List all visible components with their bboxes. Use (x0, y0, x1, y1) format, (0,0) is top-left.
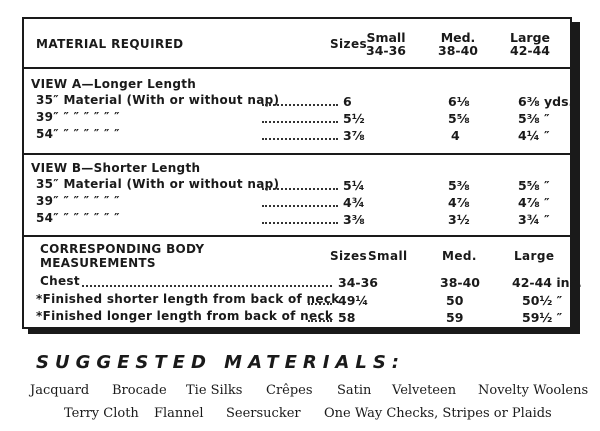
view-a-large: 6⅜ yds. (518, 94, 574, 109)
body-large: 42-44 ins. (512, 275, 582, 290)
frame-shadow-bottom (28, 329, 580, 334)
body-title-line-2: MEASUREMENTS (40, 256, 156, 270)
material-item: Flannel (154, 406, 204, 421)
col-small-header (364, 31, 408, 57)
view-b-large: 3¾ ″ (518, 212, 550, 227)
col-small-range: 34-36 (366, 43, 406, 58)
view-a-small: 6 (343, 94, 352, 109)
col-med-name: Med. (440, 30, 476, 45)
view-a-large: 4¼ ″ (518, 128, 550, 143)
view-a-large: 5⅜ ″ (518, 111, 550, 126)
leader-dots (308, 320, 332, 322)
material-required-title: MATERIAL REQUIRED (36, 37, 184, 51)
material-item: Novelty Woolens (478, 383, 589, 398)
view-b-small: 3⅜ (343, 212, 365, 227)
body-large: 50½ ″ (522, 293, 563, 308)
material-item: Brocade (112, 383, 167, 398)
view-b-large: 5⅝ ″ (518, 178, 550, 193)
body-small: 34-36 (338, 275, 378, 290)
material-item: Terry Cloth (64, 406, 139, 421)
leader-dots (262, 104, 338, 106)
body-small: 49¼ (338, 293, 369, 308)
divider (24, 235, 570, 237)
col-med-range: 38-40 (438, 43, 478, 58)
material-item: Seersucker (226, 406, 301, 421)
view-a-med: 6⅛ (448, 94, 470, 109)
leader-dots (262, 205, 338, 207)
col-large-name: Large (510, 30, 550, 45)
view-b-med: 4⅞ (448, 195, 470, 210)
leader-dots (262, 121, 338, 123)
divider (24, 153, 570, 155)
divider (24, 67, 570, 69)
col-med-header (436, 31, 480, 57)
body-large: 59½ ″ (522, 310, 563, 325)
body-row-label: Chest (40, 274, 80, 288)
material-item: Satin (337, 383, 372, 398)
leader-dots (82, 285, 332, 287)
body-med: 38-40 (440, 275, 480, 290)
body-col-med: Med. (442, 249, 477, 263)
body-small: 58 (338, 310, 356, 325)
material-item: Velveteen (392, 383, 457, 398)
material-item: One Way Checks, Stripes or Plaids (324, 406, 552, 421)
body-med: 50 (446, 293, 464, 308)
body-med: 59 (446, 310, 464, 325)
view-a-med: 5⅝ (448, 111, 470, 126)
view-a-med: 4 (451, 128, 460, 143)
sizes-label: Sizes (330, 37, 368, 51)
view-b-med: 3½ (448, 212, 470, 227)
leader-dots (262, 188, 338, 190)
view-a-small: 5½ (343, 111, 365, 126)
view-b-row-label: 39″ ″ ″ ″ ″ ″ ″ (36, 194, 120, 208)
material-item: Jacquard (30, 383, 90, 398)
suggested-materials-title: SUGGESTED MATERIALS: (36, 352, 405, 373)
view-b-med: 5⅜ (448, 178, 470, 193)
view-a-small: 3⅞ (343, 128, 365, 143)
material-item: Tie Silks (186, 383, 243, 398)
leader-dots (262, 222, 338, 224)
leader-dots (308, 303, 332, 305)
view-a-row-label: 39″ ″ ″ ″ ″ ″ ″ (36, 110, 120, 124)
body-col-small: Small (368, 249, 408, 263)
col-large-range: 42-44 (510, 43, 550, 58)
view-b-large: 4⅞ ″ (518, 195, 550, 210)
leader-dots (262, 138, 338, 140)
body-row-label: *Finished shorter length from back of neck (36, 292, 340, 306)
view-b-small: 5¼ (343, 178, 365, 193)
body-title-line-1: CORRESPONDING BODY (40, 242, 205, 256)
col-large-header (508, 31, 552, 57)
body-col-large: Large (514, 249, 555, 263)
body-sizes-label: Sizes (330, 249, 368, 263)
view-b-row-label: 54″ ″ ″ ″ ″ ″ ″ (36, 211, 120, 225)
material-item: Crêpes (266, 383, 313, 398)
view-b-row-label: 35″ Material (With or without nap) (36, 177, 280, 191)
view-a-row-label: 35″ Material (With or without nap) (36, 93, 280, 107)
view-a-title: VIEW A—Longer Length (31, 77, 197, 91)
body-row-label: *Finished longer length from back of neck (36, 309, 334, 323)
view-b-title: VIEW B—Shorter Length (31, 161, 201, 175)
view-b-small: 4¾ (343, 195, 365, 210)
view-a-row-label: 54″ ″ ″ ″ ″ ″ ″ (36, 127, 120, 141)
col-small-name: Small (366, 30, 406, 45)
